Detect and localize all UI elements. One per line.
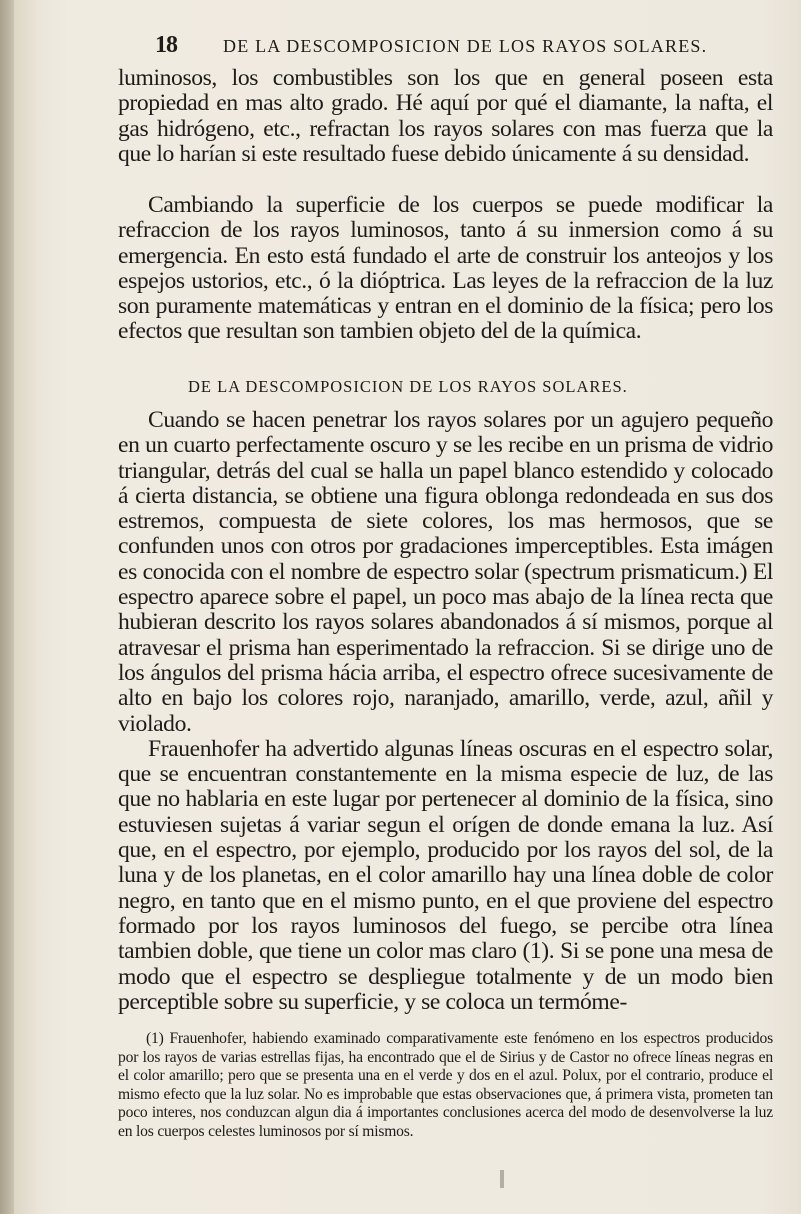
page-header [155, 32, 775, 58]
page-binding-edge [0, 0, 14, 1214]
running-head: DE LA DESCOMPOSICION DE LOS RAYOS SOLARES. [223, 36, 708, 56]
page-mark [500, 1170, 504, 1188]
footnote-separator [118, 1022, 773, 1023]
page-number: 18 [155, 32, 177, 58]
body-paragraphs-3-4 [118, 408, 773, 1015]
paragraph-text: Cambiando la superficie de los cuerpos se puede modificar la refraccion de los rayos luminosos, tanto á su inmersion como á su emergencia. En esto está fundado el arte de construir los anteojos y los espejos ustorios, etc., ó la dióptrica. Las leyes de la refraccion de la luz son puramente matemáticas y entran en el dominio de la física; pero los efectos que resultan son tambien objeto del de la química. [118, 192, 773, 345]
body-paragraph-2 [118, 193, 773, 345]
paragraph-text: Frauenhofer ha advertido algunas líneas oscuras en el espectro solar, que se encuentran constantemente en la misma especie de luz, de las que no hablaria en este lugar por pertenecer al dominio de la física, sino estuviesen sujetas á variar segun el orígen de donde emana la luz. Así que, en el espectro, por ejemplo, producido por los rayos del sol, de la luna y de los planetas, en el color amarillo hay una línea doble de color negro, en tanto que en el mismo punto, en el que proviene del espectro formado por los rayos luminosos del fuego, se percibe otra línea tambien doble, que tiene un color mas claro (1). Si se pone una mesa de modo que el espectro se despliegue totalmente y de un modo bien perceptible sobre su superficie, y se coloca un termóme- [118, 735, 773, 1015]
body-paragraph-1 [118, 66, 773, 167]
paragraph-text: Cuando se hacen penetrar los rayos solares por un agujero pequeño en un cuarto perfectamente oscuro y se les recibe en un prisma de vidrio triangular, detrás del cual se halla un papel blanco estendido y colocado á cierta distancia, se obtiene una figura oblonga redondeada en sus dos estremos, compuesta de siete colores, los mas hermosos, que se confunden unos con otros por gradaciones imperceptibles. Esta imágen es conocida con el nombre de espectro solar (spectrum prismaticum.) El espectro aparece sobre el papel, un poco mas abajo de la línea recta que hubieran descrito los rayos solares abandonados á sí mismos, porque al atravesar el prisma han esperimentado la refraccion. Si se dirige uno de los ángulos del prisma hácia arriba, el espectro ofrece sucesivamente de alto en bajo los colores rojo, naranjado, amarillo, verde, azul, añil y violado. [118, 407, 773, 737]
footnote [118, 1030, 773, 1141]
section-heading: DE LA DESCOMPOSICION DE LOS RAYOS SOLARES. [188, 377, 628, 396]
paragraph-text: luminosos, los combustibles son los que en general poseen esta propiedad en mas alto grado. Hé aquí por qué el diamante, la nafta, el gas hidrógeno, etc., refractan los rayos solares con mas fuerza que la que lo harían si este resultado fuese debido únicamente á su densidad. [118, 65, 773, 167]
footnote-text: (1) Frauenhofer, habiendo examinado comparativamente este fenómeno en los espectros producidos por los rayos de varias estrellas fijas, ha encontrado que el de Sirius y de Castor no ofrece líneas negras en el color amarillo; pero que se presenta una en el verde y dos en el azul. Polux, por el contrario, produce el mismo efecto que la luz solar. No es improbable que estas observaciones que, á primera vista, prometen tan poco interes, nos conduzcan algun dia á importantes conclusiones acerca del modo de desenvolverse la luz en los cuerpos celestes luminosos por sí mismos. [118, 1030, 773, 1140]
